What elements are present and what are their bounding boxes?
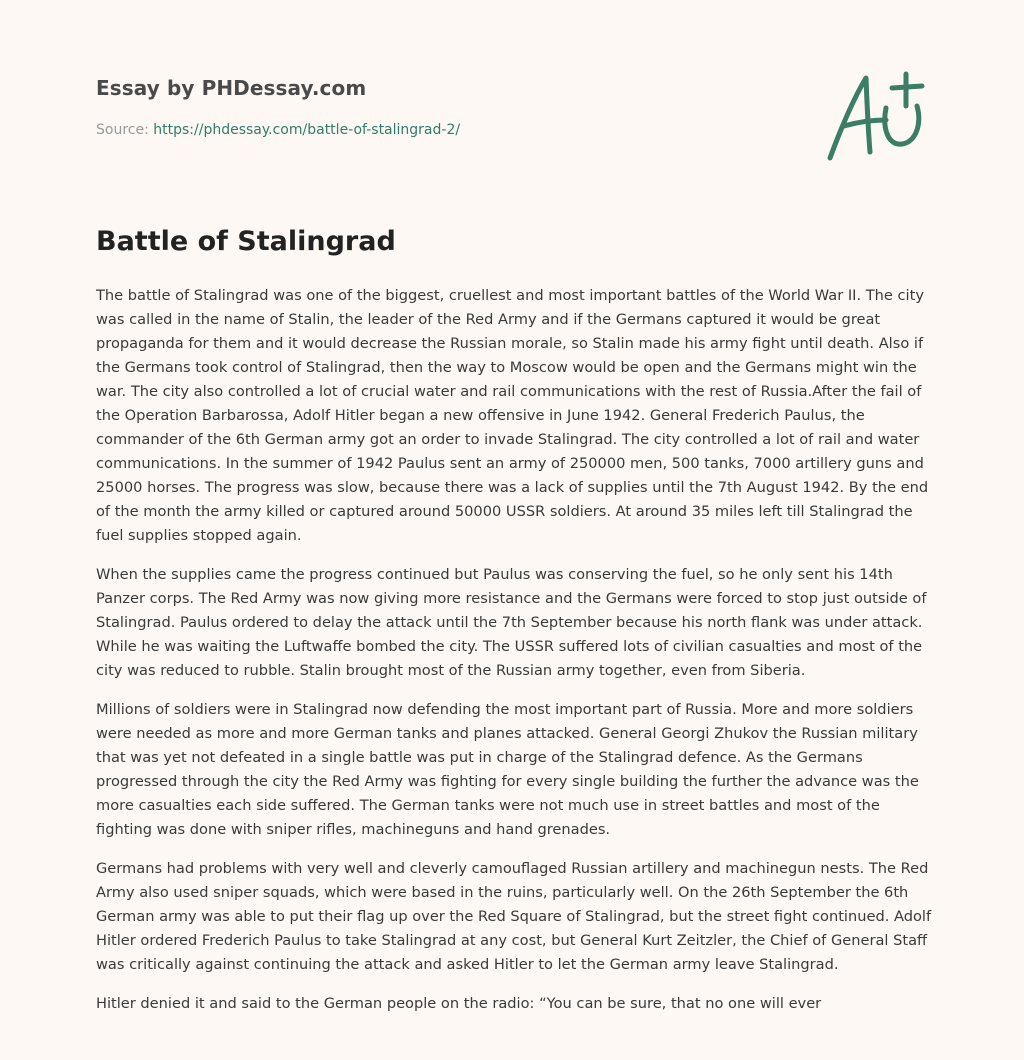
source-label: Source: [96,122,149,138]
site-brand: Essay by PHDessay.com [96,76,367,100]
article-paragraph: Millions of soldiers were in Stalingrad now defending the most important part of Russia. More and more soldiers were needed as more and more German tanks and planes attacked. General Georgi Zhukov the Russian military that was yet not defeated in a single battle was put in charge of the Stalingrad defence. As the Germans progressed through the city the Red Army was fighting for every single building the further the advance was the more casualties each side suffered. The German tanks were not much use in street battles and most of the fighting was done with sniper rifles, machineguns and hand grenades. [96,701,919,838]
article-title: Battle of Stalingrad [96,226,396,257]
source-link[interactable]: https://phdessay.com/battle-of-stalingrad-2/ [153,122,461,138]
article-paragraph: Germans had problems with very well and cleverly camouflaged Russian artillery and machinegun nests. The Red Army also used sniper squads, which were based in the ruins, particularly well. On the 26th September the 6th German army was able to put their flag up over the Red Square of Stalingrad, but the street fight continued. Adolf Hitler ordered Frederich Paulus to take Stalingrad at any cost, but General Kurt Zeitzler, the Chief of General Staff was critically against continuing the attack and asked Hitler to let the German army leave Stalingrad. [96,860,932,973]
article-paragraph: When the supplies came the progress continued but Paulus was conserving the fuel, so he only sent his 14th Panzer corps. The Red Army was now giving more resistance and the Germans were forced to stop just outside of Stalingrad. Paulus ordered to delay the attack until the 7th September because his north flank was under attack. While he was waiting the Luftwaffe bombed the city. The USSR suffered lots of civilian casualties and most of the city was reduced to rubble. Stalin brought most of the Russian army together, even from Siberia. [96,566,927,679]
article-body [96,284,932,1031]
article-paragraph: The battle of Stalingrad was one of the biggest, cruellest and most important battles of the World War II. The city was called in the name of Stalin, the leader of the Red Army and if the Germans captured it would be great propaganda for them and it would decrease the Russian morale, so Stalin made his army fight until death. Also if the Germans took control of Stalingrad, then the way to Moscow would be open and the Germans might win the war. The city also controlled a lot of crucial water and rail communications with the rest of Russia.After the fail of the Operation Barbarossa, Adolf Hitler began a new offensive in June 1942. General Frederich Paulus, the commander of the 6th German army got an order to invade Stalingrad. The city controlled a lot of rail and water communications. In the summer of 1942 Paulus sent an army of 250000 men, 500 tanks, 7000 artillery guns and 25000 horses. The progress was slow, because there was a lack of supplies until the 7th August 1942. By the end of the month the army killed or captured around 50000 USSR soldiers. At around 35 miles left till Stalingrad the fuel supplies stopped again. [96,287,929,544]
essay-header [96,76,796,138]
article-paragraph: Hitler denied it and said to the German people on the radio: “You can be sure, that no one will ever [96,995,822,1012]
source-line [96,122,796,138]
a-plus-logo-icon [822,66,932,166]
